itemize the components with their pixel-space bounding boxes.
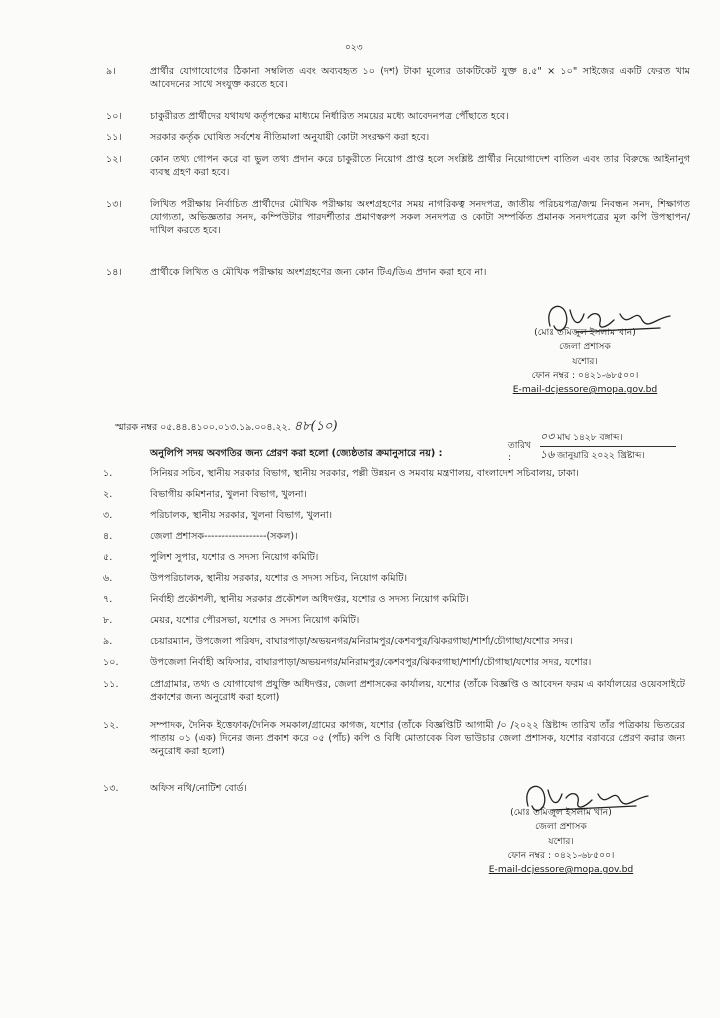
date-label: তারিখ : bbox=[508, 441, 531, 464]
document-page: ০২৩ ৯। প্রার্থীর যোগাযোগের ঠিকানা সম্বলিত এবং অব্যবহৃত ১০ (দশ) টাকা মূল্যের ডাকটিকেট যুক্ত ৪.৫" × ১০" সাইজের একটি ফেরত খাম আবেদনের সাথে সংযুক্ত করতে হবে। ১০। চাকুরীরত প্রার্থীদের যথাযথ কর্তৃপক্ষের মাধ্যমে নির্ধারিত সময়ের মধ্যে আবেদনপত্র পৌঁছাতে হবে। ১১। সরকার কর্তৃক ঘোষিত সর্বশেষ নীতিমালা অনুযায়ী কোটা সংরক্ষণ করা হবে। ১২। কোন তথ্য গোপন করে বা ভুল তথ্য প্রদান করে চাকুরীতে নিয়োগ প্রাপ্ত হলে সংশ্লিষ্ট প্রার্থীর নিয়োগাদেশ বাতিল এবং তার বিরুদ্ধে আইনানুগ ব্যবস্থ গ্রহণ করা হবে। ১৩। লিখিত পরীক্ষায় নির্বাচিত প্রার্থীদের মৌখিক পরীক্ষায় অংশগ্রহণের সময় নাগরিকত্ব সনদপত্র, জাতীয় পরিচয়পত্র/জন্ম নিবন্ধন সনদ, শিক্ষাগত যোগ্যতা, অভিজ্ঞতার সনদ, কম্পিউটার পারদর্শীতার প্রমাণস্বরুপ সকল সনদপত্র ও কোটা সম্পর্কিত প্রমানক সনদপত্রের মূল কপি উপস্থাপন/দাখিল করতে হবে। ১৪। প্রার্থীকে লিখিত ও মৌখিক পরীক্ষায় অংশগ্রহণের জন্য কোন টিএ/ডিএ প্রদান করা হবে না। (মোঃ তমিজুল ইসলাম খান) জেলা প্রশাসক যশোর। ফোন নম্বর : ০৪২১-৬৮৫০০। E-mail-dcjessore@mopa.gov.bd স্মারক নম্বর ০৫.৪৪.৪১০০.০১৩.১৯.০০৪.২২. ৪৮(১০) তারিখ : ০৩ মাঘ ১৪২৮ বঙ্গাব্দ। ১৬ জানুয়ারি ২০২২ খ্রিষ্টাব্দ। অনুলিপি সদয় অবগতির জন্য প্রেরণ করা হলো (জ্যেষ্ঠতার ক্রমানুসারে নয়) : ১. সিনিয়র সচিব, স্থানীয় সরকার বিভাগ, স্থানীয় সরকার, পল্লী উন্নয়ন ও সমবায় মন্ত্রণালয়, বাংলাদেশ সচিবালয়, ঢাকা। ২. বিভাগীয় কমিশনার, খুলনা বিভাগ, খুলনা। ৩. পরিচালক, স্থানীয় সরকার, খুলনা বিভাগ, খুলনা। ৪. জেলা প্রশাসক------------------(সকল)। ৫. পুলিশ সুপার, যশোর ও সদস্য নিয়োগ কমিটি। ৬. উপপরিচালক, স্থানীয় সরকার, যশোর ও সদস্য সচিব, নিয়োগ কমিটি। ৭. নির্বাহী প্রকৌশলী, স্থানীয় সরকার প্রকৌশল অধিদপ্তর, যশোর ও সদস্য নিয়োগ কমিটি। ৮. মেয়র, যশোর পৌরসভা, যশোর ও সদস্য নিয়োগ কমিটি। ৯. চেয়ারম্যান, উপজেলা পরিষদ, বাঘারপাড়া/অভয়নগর/মনিরামপুর/কেশবপুর/ঝিকরগাছা/শার্শা/চৌগাছা/যশোর সদর। ১০. উপজেলা নির্বাহী অফিসার, বাঘারপাড়া/অভয়নগর/মনিরামপুর/কেশবপুর/ঝিকরগাছা/শার্শা/চৌগাছা/যশোর সদর, যশোর। ১১. প্রোগ্রামার, তথ্য ও যোগাযোগ প্রযুক্তি অধিদপ্তর, জেলা প্রশাসকের কার্যালয়, যশোর (তাঁকে বিজ্ঞপ্তি ও আবেদন ফরম এ কার্যালয়ের ওয়েবসাইটে প্রকাশের জন্য অনুরোধ করা হলো) ১২. সম্পাদক, দৈনিক ইত্তেফাক/দৈনিক সমকাল/গ্রামের কাগজ, যশোর (তাঁকে বিজ্ঞপ্তিটি আগামী /০ /২০২২ খ্রিষ্টাব্দ তারিখ তাঁর পত্রিকায় ভিতরের পাতায় ০১ (এক) দিনের জন্য প্রকাশ করে ০৫ (পাঁচ) কপি ও বিধি মোতাবেক বিল ভাউচার জেলা প্রশাসক, যশোর বরাবরে প্রেরণ করার জন্য অনুরোধ করা হলো) ১৩. অফিস নথি/নোটিশ বোর্ড। (মোঃ তমিজুল ইসলাম খান) জেলা প্রশাসক যশোর। ফোন নম্বর : ০৪২১-৬৮৫০০। E-mail-dcjessore@mopa.gov.bd bbox=[0, 0, 720, 1018]
signatory-place: যশোর। bbox=[572, 355, 598, 367]
signature-block bbox=[486, 776, 636, 877]
condition-text: সরকার কর্তৃক ঘোষিত সর্বশেষ নীতিমালা অনুযায়ী কোটা সংরক্ষণ করা হবে। bbox=[150, 132, 430, 143]
date-english: ১৬ জানুয়ারি ২০২২ খ্রিষ্টাব্দ। bbox=[540, 448, 645, 461]
memo-number-handwritten: ৪৮(১০) bbox=[293, 419, 338, 434]
copy-header: অনুলিপি সদয় অবগতির জন্য প্রেরণ করা হলো (জ্যেষ্ঠতার ক্রমানুসারে নয়) : bbox=[150, 448, 443, 459]
signatory-email: E-mail-dcjessore@mopa.gov.bd bbox=[512, 384, 658, 395]
condition-number: ১৩। bbox=[106, 199, 122, 210]
signature-block bbox=[510, 296, 660, 397]
signatory-name: (মোঃ তমিজুল ইসলাম খান) bbox=[510, 807, 612, 818]
condition-number: ১২। bbox=[106, 154, 122, 165]
signatory-designation: জেলা প্রশাসক bbox=[535, 821, 587, 833]
condition-number: ১৪। bbox=[106, 267, 122, 278]
condition-text: প্রার্থীকে লিখিত ও মৌখিক পরীক্ষায় অংশগ্রহণের জন্য কোন টিএ/ডিএ প্রদান করা হবে না। bbox=[150, 267, 487, 278]
signatory-email: E-mail-dcjessore@mopa.gov.bd bbox=[488, 864, 634, 875]
date-bangla: ০৩ মাঘ ১৪২৮ বঙ্গাব্দ। bbox=[540, 430, 623, 443]
signatory-phone: ফোন নম্বর : ০৪২১-৬৮৫০০। bbox=[507, 849, 615, 861]
condition-text: প্রার্থীর যোগাযোগের ঠিকানা সম্বলিত এবং অব্যবহৃত ১০ (দশ) টাকা মূল্যের ডাকটিকেট যুক্ত ৪.৫" × ১০" সাইজের একটি ফেরত খাম আবেদনের সাথে সংযুক্ত করতে হবে। bbox=[150, 66, 690, 90]
condition-text: লিখিত পরীক্ষায় নির্বাচিত প্রার্থীদের মৌখিক পরীক্ষায় অংশগ্রহণের সময় নাগরিকত্ব সনদপত্র, জাতীয় পরিচয়পত্র/জন্ম নিবন্ধন সনদ, শিক্ষাগত যোগ্যতা, অভিজ্ঞতার সনদ, কম্পিউটার পারদর্শীতার প্রমাণস্বরুপ সকল সনদপত্র ও কোটা সম্পর্কিত প্রমানক সনদপত্রের মূল কপি উপস্থাপন/দাখিল করতে হবে। bbox=[150, 199, 690, 236]
memo-number bbox=[115, 418, 338, 436]
condition-number: ৯। bbox=[106, 66, 116, 77]
memo-number-label: স্মারক নম্বর ০৫.৪৪.৪১০০.০১৩.১৯.০০৪.২২. bbox=[115, 422, 291, 433]
condition-text: চাকুরীরত প্রার্থীদের যথাযথ কর্তৃপক্ষের মাধ্যমে নির্ধারিত সময়ের মধ্যে আবেদনপত্র পৌঁছাতে হবে। bbox=[150, 111, 509, 122]
signatory-phone: ফোন নম্বর : ০৪২১-৬৮৫০০। bbox=[531, 369, 639, 381]
condition-number: ১০। bbox=[106, 111, 122, 122]
signatory-place: যশোর। bbox=[548, 835, 574, 847]
condition-number: ১১। bbox=[106, 132, 122, 143]
signatory-name: (মোঃ তমিজুল ইসলাম খান) bbox=[534, 327, 636, 338]
date-divider bbox=[540, 446, 676, 447]
page-number: ০২৩ bbox=[345, 43, 363, 53]
condition-text: কোন তথ্য গোপন করে বা ভুল তথ্য প্রদান করে চাকুরীতে নিয়োগ প্রাপ্ত হলে সংশ্লিষ্ট প্রার্থীর নিয়োগাদেশ বাতিল এবং তার বিরুদ্ধে আইনানুগ ব্যবস্থ গ্রহণ করা হবে। bbox=[150, 154, 690, 178]
signatory-designation: জেলা প্রশাসক bbox=[559, 341, 611, 353]
